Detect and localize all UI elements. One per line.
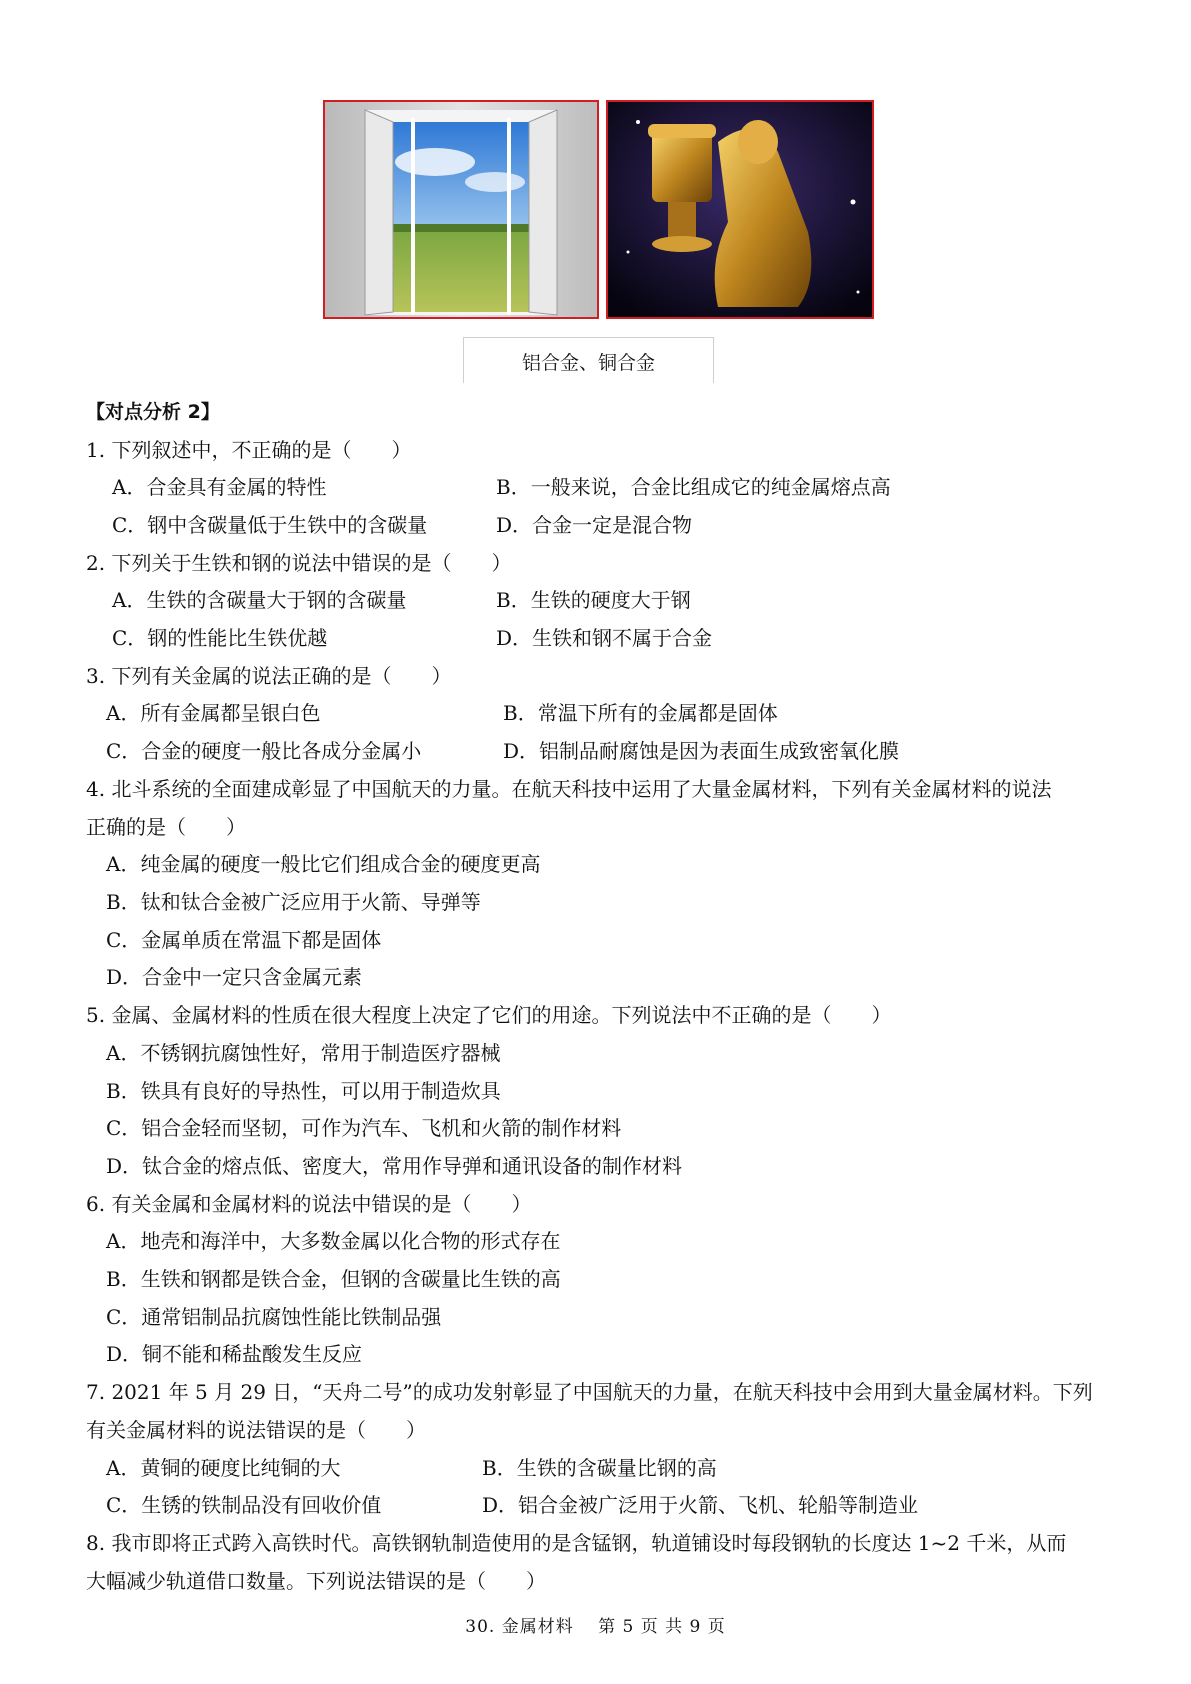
question-3-option-a: A．所有金属都呈银白色	[106, 701, 321, 725]
question-3-option-c: C．合金的硬度一般比各成分金属小	[106, 739, 422, 763]
question-5-option-b: B．铁具有良好的导热性，可以用于制造炊具	[106, 1079, 501, 1103]
window-photo	[323, 100, 599, 319]
question-8-stem-line-1: 8. 我市即将正式跨入高铁时代。高铁钢轨制造使用的是含锰钢，轨道铺设时每段钢轨的长度达 1~2 千米，从而	[86, 1531, 1067, 1555]
question-4-option-c: C．金属单质在常温下都是固体	[106, 928, 382, 952]
question-2-option-b: B．生铁的硬度大于钢	[496, 588, 691, 612]
question-4-stem-line-1: 4. 北斗系统的全面建成彰显了中国航天的力量。在航天科技中运用了大量金属材料，下列有关金属材料的说法	[86, 777, 1052, 801]
window-illustration	[325, 102, 597, 317]
question-6-option-a: A．地壳和海洋中，大多数金属以化合物的形式存在	[106, 1229, 561, 1253]
question-1-option-b: B．一般来说，合金比组成它的纯金属熔点高	[496, 475, 891, 499]
question-7-option-a: A．黄铜的硬度比纯铜的大	[106, 1456, 341, 1480]
question-3-option-d: D．铝制品耐腐蚀是因为表面生成致密氧化膜	[503, 739, 900, 763]
question-3-option-b: B．常温下所有的金属都是固体	[503, 701, 778, 725]
question-7-option-d: D．铝合金被广泛用于火箭、飞机、轮船等制造业	[482, 1493, 919, 1517]
question-5-stem: 5. 金属、金属材料的性质在很大程度上决定了它们的用途。下列说法中不正确的是（ ）	[86, 1003, 892, 1027]
question-1-stem: 1. 下列叙述中，不正确的是（ ）	[86, 438, 412, 462]
bronze-lamp-illustration	[608, 102, 872, 317]
question-5-option-d: D．钛合金的熔点低、密度大，常用作导弹和通讯设备的制作材料	[106, 1154, 683, 1178]
question-6-stem: 6. 有关金属和金属材料的说法中错误的是（ ）	[86, 1192, 532, 1216]
question-1-option-d: D．合金一定是混合物	[496, 513, 693, 537]
question-2-option-c: C．钢的性能比生铁优越	[112, 626, 328, 650]
question-2-stem: 2. 下列关于生铁和钢的说法中错误的是（ ）	[86, 551, 512, 575]
question-2-option-a: A．生铁的含碳量大于钢的含碳量	[112, 588, 407, 612]
section-title: 【对点分析 2】	[86, 401, 220, 423]
page-footer: 30. 金属材料 第 5 页 共 9 页	[465, 1617, 726, 1637]
question-4-option-a: A．纯金属的硬度一般比它们组成合金的硬度更高	[106, 852, 541, 876]
question-7-stem-line-1: 7. 2021 年 5 月 29 日，“天舟二号”的成功发射彰显了中国航天的力量，在航天科技中会用到大量金属材料。下列	[86, 1380, 1093, 1404]
question-6-option-c: C．通常铝制品抗腐蚀性能比铁制品强	[106, 1305, 442, 1329]
question-6-option-b: B．生铁和钢都是铁合金，但钢的含碳量比生铁的高	[106, 1267, 561, 1291]
question-5-option-c: C．铝合金轻而坚韧，可作为汽车、飞机和火箭的制作材料	[106, 1116, 622, 1140]
image-caption: 铝合金、铜合金	[463, 337, 714, 383]
question-1-option-a: A．合金具有金属的特性	[112, 475, 327, 499]
question-8-stem-line-2: 大幅减少轨道借口数量。下列说法错误的是（ ）	[86, 1569, 546, 1593]
bronze-lamp-photo	[606, 100, 874, 319]
question-4-option-d: D．合金中一定只含金属元素	[106, 965, 363, 989]
question-7-stem-line-2: 有关金属材料的说法错误的是（ ）	[86, 1418, 426, 1442]
question-7-option-b: B．生铁的含碳量比钢的高	[482, 1456, 717, 1480]
question-4-stem-line-2: 正确的是（ ）	[86, 815, 246, 839]
question-7-option-c: C．生锈的铁制品没有回收价值	[106, 1493, 382, 1517]
question-1-option-c: C．钢中含碳量低于生铁中的含碳量	[112, 513, 428, 537]
question-6-option-d: D．铜不能和稀盐酸发生反应	[106, 1342, 363, 1366]
question-3-stem: 3. 下列有关金属的说法正确的是（ ）	[86, 664, 452, 688]
question-4-option-b: B．钛和钛合金被广泛应用于火箭、导弹等	[106, 890, 481, 914]
question-2-option-d: D．生铁和钢不属于合金	[496, 626, 713, 650]
question-5-option-a: A．不锈钢抗腐蚀性好，常用于制造医疗器械	[106, 1041, 501, 1065]
